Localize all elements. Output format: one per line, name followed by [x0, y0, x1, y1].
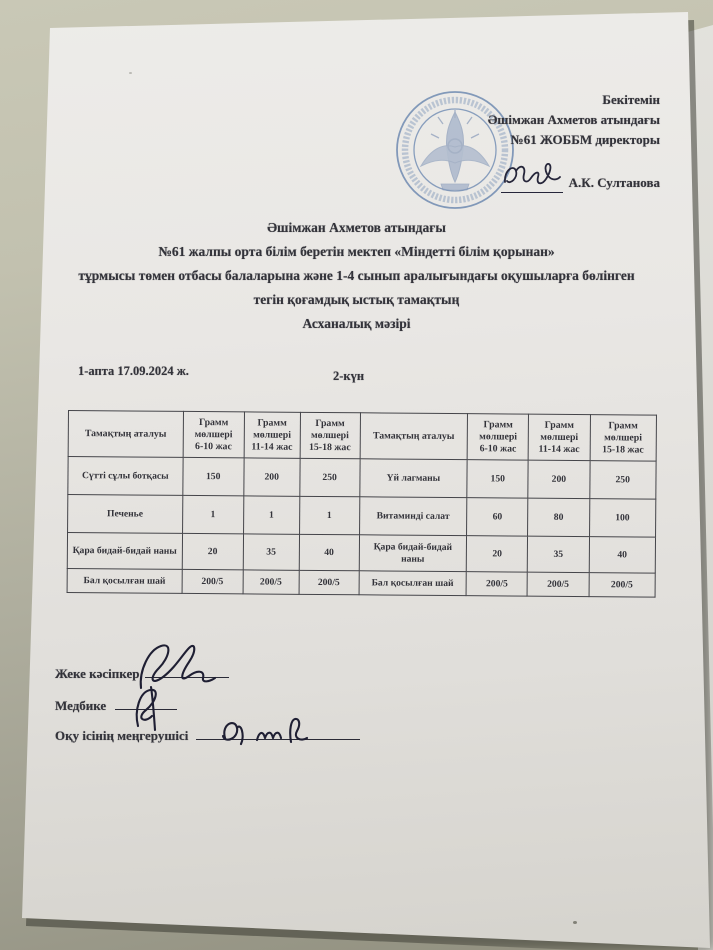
menu-col-header-line: 6-10 жас — [195, 440, 232, 452]
menu-col-header-line: мөлшері — [604, 431, 643, 444]
menu-col-header-name: Тамақтың аталуы — [68, 411, 183, 458]
director-signature-row — [488, 158, 660, 193]
menu-col-header-line: Грамм — [257, 416, 287, 429]
menu-dish-name-cell: Бал қосылған шай — [359, 571, 467, 596]
title-line-4: тегін қоғамдық ыстық тамақтың — [253, 292, 460, 307]
title-line-1: Әшімжан Ахметов атындағы — [267, 220, 446, 235]
menu-col-header-line: Грамм — [198, 416, 229, 428]
menu-table-row — [67, 533, 655, 574]
menu-col-header-line: 11-14 жас — [538, 443, 580, 455]
menu-col-header-line: мөлшері — [310, 429, 349, 441]
menu-gram-value-cell: 200 — [244, 458, 300, 496]
menu-col-header-gram — [467, 414, 529, 460]
menu-col-header-line: 11-14 жас — [251, 440, 293, 453]
menu-table — [67, 410, 657, 598]
menu-col-header-line: мөлшері — [194, 428, 233, 440]
document-title — [40, 216, 673, 336]
head-of-studies-signature-icon — [217, 716, 311, 748]
menu-col-header-line: мөлшері — [253, 428, 292, 441]
title-line-2: №61 жалпы орта білім беретін мектеп «Міндетті білім қорынан» — [158, 244, 555, 259]
signature-label-head-of-studies: Оқу ісінің меңгерушісі — [55, 728, 189, 743]
menu-gram-value-cell: 200/5 — [466, 572, 527, 596]
menu-col-header-line: 6-10 жас — [479, 442, 517, 455]
menu-col-header-line: мөлшері — [479, 430, 518, 443]
menu-table-row — [68, 457, 656, 500]
menu-gram-value-cell: 60 — [467, 498, 528, 536]
menu-gram-value-cell: 200/5 — [182, 569, 243, 593]
menu-gram-value-cell: 1 — [182, 495, 243, 533]
signature-row-head-of-studies — [55, 725, 360, 744]
title-line-3: тұрмысы төмен отбасы балаларына және 1-4 сынып аралығындағы оқушыларға бөлінген — [78, 268, 635, 283]
menu-table-header — [68, 411, 656, 462]
menu-col-header-gram — [590, 415, 657, 462]
week-date-label: 1-апта 17.09.2024 ж. — [78, 364, 189, 378]
menu-table-body — [67, 457, 656, 598]
menu-gram-value-cell: 40 — [299, 534, 359, 570]
menu-gram-value-cell: 200/5 — [243, 570, 299, 594]
menu-col-header-line: Грамм — [608, 419, 638, 431]
menu-dish-name-cell: Қара бидай-бидай наны — [67, 533, 182, 570]
menu-dish-name-cell: Бал қосылған шай — [67, 568, 182, 593]
menu-gram-value-cell: 250 — [299, 458, 359, 496]
menu-col-header-gram — [244, 412, 300, 458]
menu-gram-value-cell: 35 — [243, 534, 299, 570]
menu-col-header-name: Тамақтың аталуы — [360, 413, 468, 460]
menu-gram-value-cell: 250 — [589, 461, 656, 500]
menu-col-header-gram — [300, 412, 360, 458]
menu-gram-value-cell: 1 — [299, 496, 359, 534]
paper-speck — [129, 72, 132, 74]
menu-gram-value-cell: 35 — [528, 536, 589, 572]
menu-col-header-line: 15-18 жас — [308, 441, 351, 453]
menu-table-row — [68, 495, 656, 538]
menu-gram-value-cell: 40 — [589, 537, 656, 574]
signature-label-nurse: Медбике — [55, 698, 107, 713]
menu-gram-value-cell: 200/5 — [527, 572, 588, 596]
menu-gram-value-cell: 1 — [243, 496, 299, 534]
menu-gram-value-cell: 100 — [589, 499, 656, 538]
menu-dish-name-cell: Қара бидай-бидай наны — [359, 535, 467, 572]
menu-dish-name-cell: Сүтті сұлы ботқасы — [68, 457, 183, 496]
director-signature-icon — [501, 158, 563, 193]
menu-col-header-line: Грамм — [544, 419, 575, 431]
menu-col-header-line: мөлшері — [540, 431, 579, 443]
approval-block — [488, 90, 660, 193]
approval-line-3: №61 ЖОББМ директоры — [510, 132, 660, 147]
menu-gram-value-cell: 200 — [528, 460, 589, 498]
menu-gram-value-cell: 150 — [467, 460, 528, 498]
menu-dish-name-cell: Үй лагманы — [359, 459, 467, 498]
menu-col-header-gram — [183, 411, 245, 457]
menu-col-header-line: Грамм — [315, 417, 345, 429]
approval-line-2: Әшімжан Ахметов атындағы — [487, 112, 660, 127]
menu-dish-name-cell: Печенье — [68, 495, 183, 534]
title-line-5: Асханалық мәзірі — [302, 316, 411, 331]
menu-gram-value-cell: 20 — [466, 536, 527, 572]
menu-col-header-line: 15-18 жас — [602, 443, 644, 456]
paper-speck — [573, 921, 577, 924]
menu-gram-value-cell: 200/5 — [589, 573, 656, 598]
menu-gram-value-cell: 20 — [182, 533, 243, 569]
day-label: 2-күн — [333, 369, 365, 383]
menu-col-header-line: Грамм — [483, 418, 513, 430]
approval-line-1: Бекітемін — [602, 92, 660, 107]
menu-gram-value-cell: 150 — [182, 457, 243, 495]
menu-dish-name-cell: Витаминді салат — [359, 497, 467, 536]
menu-col-header-gram — [528, 414, 590, 460]
signature-label-entrepreneur: Жеке кәсіпкер — [55, 666, 140, 681]
director-name: А.К. Султанова — [568, 175, 660, 190]
menu-table-row — [67, 568, 655, 597]
menu-gram-value-cell: 200/5 — [299, 570, 359, 594]
menu-gram-value-cell: 80 — [528, 498, 589, 536]
